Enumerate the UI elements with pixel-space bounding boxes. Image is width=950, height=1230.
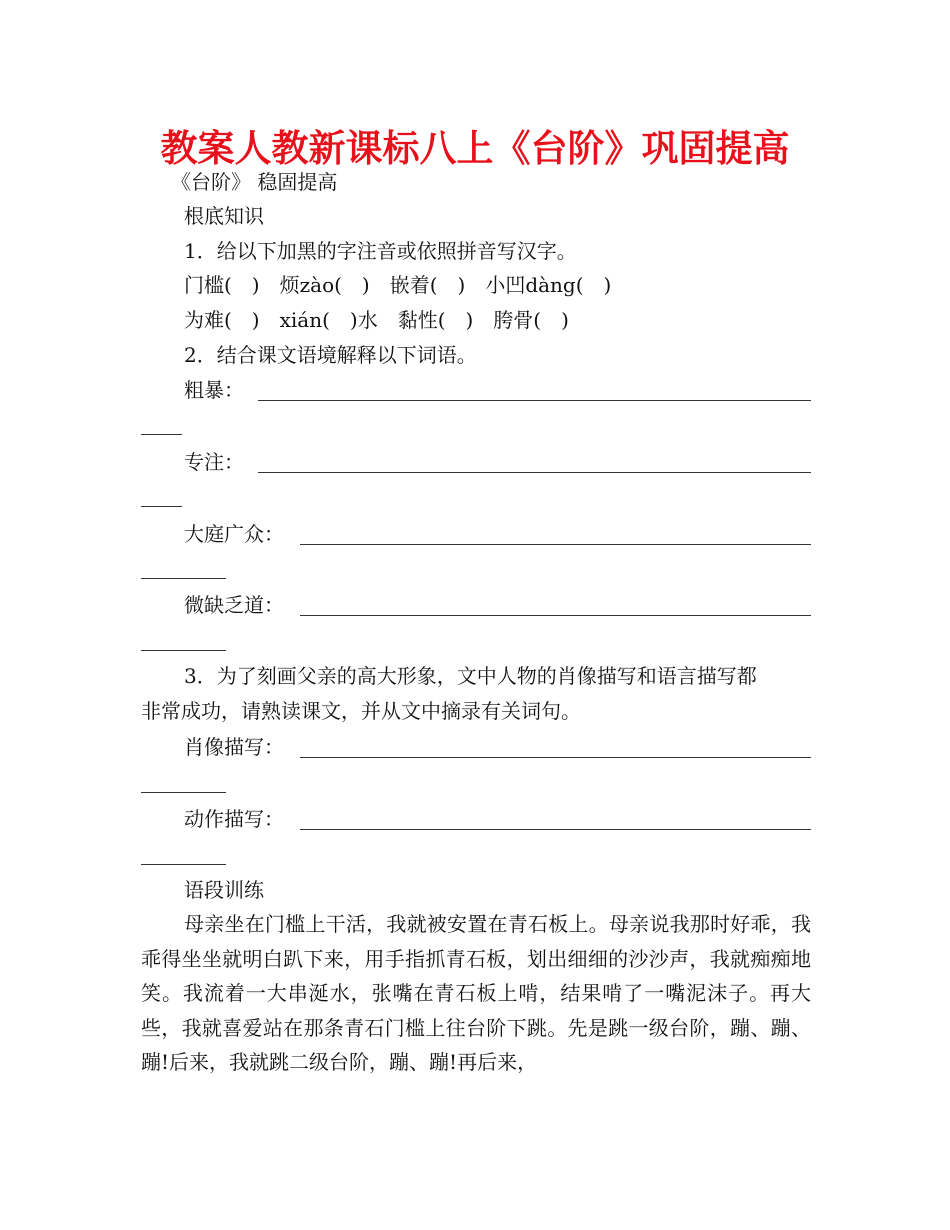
subtitle: 《台阶》 稳固提高 (171, 170, 338, 194)
answer-line[interactable] (300, 757, 811, 758)
answer-line[interactable] (300, 544, 811, 545)
answer-line-continuation[interactable] (141, 864, 226, 865)
answer-line-continuation[interactable] (141, 506, 182, 507)
term-label: 大庭广众： (184, 522, 284, 546)
term-label: 粗暴： (184, 378, 244, 402)
answer-line-continuation[interactable] (141, 578, 226, 579)
term-label: 专注： (184, 450, 244, 474)
term-label: 微缺乏道： (184, 593, 284, 617)
description-label: 肖像描写： (184, 735, 284, 759)
section-basic-heading: 根底知识 (184, 204, 264, 228)
question-3-stem-line-2: 非常成功，请熟读课文，并从文中摘录有关词句。 (141, 699, 581, 723)
answer-line[interactable] (300, 829, 811, 830)
document-title: 教案人教新课标八上《台阶》巩固提高 (160, 127, 790, 170)
question-3-stem-line-1: 3．为了刻画父亲的高大形象，文中人物的肖像描写和语言描写都 (184, 664, 757, 688)
question-1-stem: 1．给以下加黑的字注音或依照拼音写汉字。 (184, 239, 577, 263)
answer-line[interactable] (258, 472, 811, 473)
section-reading-heading: 语段训练 (184, 878, 264, 902)
question-1-row-2: 为难( ) xián( )水 黏性( ) 胯骨( ) (184, 308, 569, 332)
answer-line[interactable] (258, 400, 811, 401)
answer-line-continuation[interactable] (141, 650, 226, 651)
answer-line-continuation[interactable] (141, 792, 226, 793)
reading-passage: 母亲坐在门槛上干活，我就被安置在青石板上。母亲说我那时好乖，我乖得坐坐就明白趴下来，用手指抓青石板，划出细细的沙沙声，我就痴痴地笑。我流着一大串涎水，张嘴在青石板上啃，结果啃了一嘴泥沫子。再大些，我就喜爱站在那条青石门槛上往台阶下跳。先是跳一级台阶，蹦、蹦、蹦!后来，我就跳二级台阶，蹦、蹦!再后来， (141, 912, 811, 1074)
description-label: 动作描写： (184, 807, 284, 831)
question-2-stem: 2．结合课文语境解释以下词语。 (184, 343, 477, 367)
question-1-row-1: 门槛( ) 烦zào( ) 嵌着( ) 小凹dàng( ) (184, 273, 612, 297)
answer-line-continuation[interactable] (141, 434, 182, 435)
answer-line[interactable] (300, 615, 811, 616)
